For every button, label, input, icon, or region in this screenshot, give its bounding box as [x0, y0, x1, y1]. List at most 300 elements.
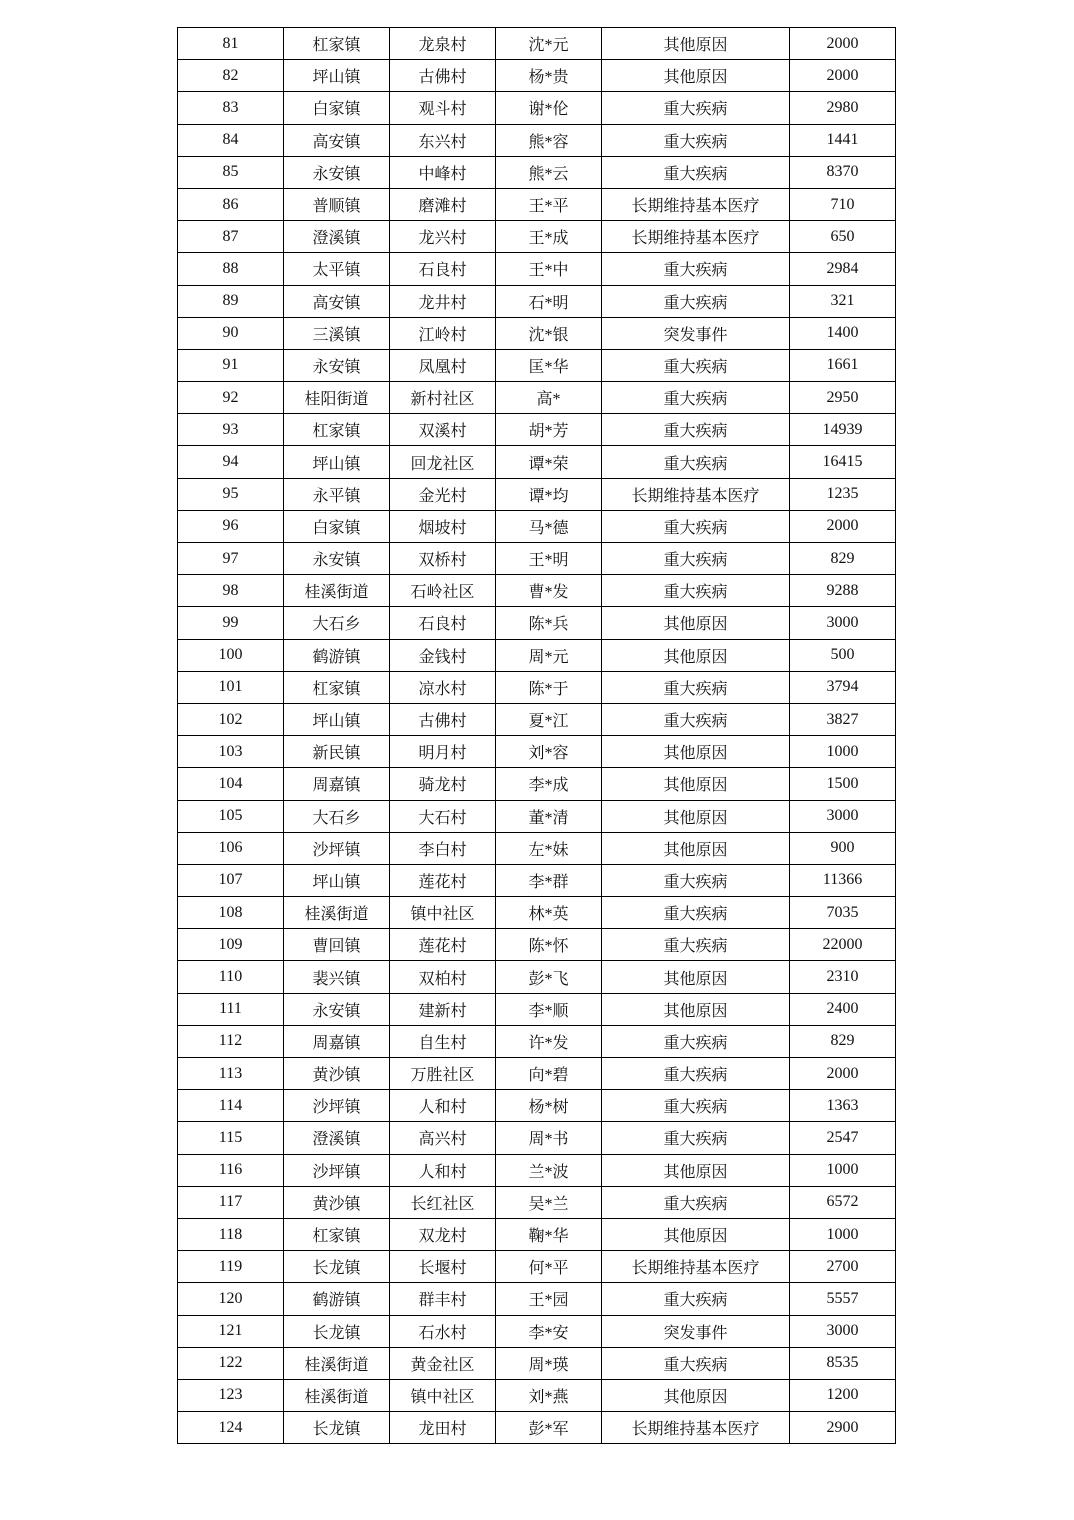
table-row	[178, 543, 896, 575]
index-cell: 120	[178, 1283, 284, 1315]
amount-cell: 3000	[790, 800, 896, 832]
index-cell: 90	[178, 317, 284, 349]
town-cell: 桂阳街道	[284, 382, 390, 414]
reason-cell: 其他原因	[602, 639, 790, 671]
name-cell: 刘*容	[496, 736, 602, 768]
reason-cell: 重大疾病	[602, 1025, 790, 1057]
name-cell: 王*园	[496, 1283, 602, 1315]
name-cell: 陈*兵	[496, 607, 602, 639]
name-cell: 李*群	[496, 864, 602, 896]
name-cell: 谢*伦	[496, 92, 602, 124]
name-cell: 王*中	[496, 253, 602, 285]
amount-cell: 1235	[790, 478, 896, 510]
index-cell: 98	[178, 575, 284, 607]
index-cell: 107	[178, 864, 284, 896]
reason-cell: 长期维持基本医疗	[602, 221, 790, 253]
village-cell: 明月村	[390, 736, 496, 768]
amount-cell: 2547	[790, 1122, 896, 1154]
reason-cell: 重大疾病	[602, 929, 790, 961]
table-row	[178, 639, 896, 671]
table-row	[178, 1251, 896, 1283]
table-row	[178, 929, 896, 961]
village-cell: 古佛村	[390, 703, 496, 735]
reason-cell: 重大疾病	[602, 124, 790, 156]
table-row	[178, 510, 896, 542]
table-row	[178, 60, 896, 92]
reason-cell: 重大疾病	[602, 382, 790, 414]
reason-cell: 其他原因	[602, 768, 790, 800]
table-row	[178, 382, 896, 414]
town-cell: 坪山镇	[284, 60, 390, 92]
town-cell: 裴兴镇	[284, 961, 390, 993]
index-cell: 92	[178, 382, 284, 414]
table-row	[178, 607, 896, 639]
town-cell: 永安镇	[284, 543, 390, 575]
town-cell: 沙坪镇	[284, 1154, 390, 1186]
village-cell: 石岭社区	[390, 575, 496, 607]
index-cell: 97	[178, 543, 284, 575]
village-cell: 李白村	[390, 832, 496, 864]
amount-cell: 1400	[790, 317, 896, 349]
amount-cell: 7035	[790, 897, 896, 929]
village-cell: 双龙村	[390, 1218, 496, 1250]
index-cell: 104	[178, 768, 284, 800]
amount-cell: 3000	[790, 607, 896, 639]
amount-cell: 6572	[790, 1186, 896, 1218]
table-row	[178, 768, 896, 800]
table-row	[178, 478, 896, 510]
index-cell: 111	[178, 993, 284, 1025]
reason-cell: 重大疾病	[602, 253, 790, 285]
reason-cell: 重大疾病	[602, 1122, 790, 1154]
reason-cell: 其他原因	[602, 1218, 790, 1250]
town-cell: 坪山镇	[284, 703, 390, 735]
name-cell: 匡*华	[496, 349, 602, 381]
amount-cell: 1500	[790, 768, 896, 800]
table-row	[178, 1412, 896, 1444]
town-cell: 杠家镇	[284, 1218, 390, 1250]
table-row	[178, 317, 896, 349]
amount-cell: 2000	[790, 1058, 896, 1090]
name-cell: 许*发	[496, 1025, 602, 1057]
village-cell: 群丰村	[390, 1283, 496, 1315]
index-cell: 85	[178, 156, 284, 188]
name-cell: 王*平	[496, 188, 602, 220]
town-cell: 白家镇	[284, 510, 390, 542]
name-cell: 夏*江	[496, 703, 602, 735]
name-cell: 左*妹	[496, 832, 602, 864]
index-cell: 105	[178, 800, 284, 832]
index-cell: 86	[178, 188, 284, 220]
index-cell: 83	[178, 92, 284, 124]
index-cell: 96	[178, 510, 284, 542]
amount-cell: 1200	[790, 1379, 896, 1411]
name-cell: 周*书	[496, 1122, 602, 1154]
table-row	[178, 703, 896, 735]
town-cell: 澄溪镇	[284, 221, 390, 253]
table-row	[178, 1025, 896, 1057]
amount-cell: 829	[790, 543, 896, 575]
table-row	[178, 993, 896, 1025]
village-cell: 人和村	[390, 1154, 496, 1186]
amount-cell: 8535	[790, 1347, 896, 1379]
amount-cell: 2000	[790, 510, 896, 542]
town-cell: 高安镇	[284, 285, 390, 317]
name-cell: 吴*兰	[496, 1186, 602, 1218]
name-cell: 杨*贵	[496, 60, 602, 92]
town-cell: 长龙镇	[284, 1412, 390, 1444]
town-cell: 白家镇	[284, 92, 390, 124]
name-cell: 高*	[496, 382, 602, 414]
amount-cell: 14939	[790, 414, 896, 446]
index-cell: 100	[178, 639, 284, 671]
index-cell: 103	[178, 736, 284, 768]
amount-cell: 650	[790, 221, 896, 253]
village-cell: 凤凰村	[390, 349, 496, 381]
index-cell: 84	[178, 124, 284, 156]
reason-cell: 突发事件	[602, 317, 790, 349]
amount-cell: 1000	[790, 736, 896, 768]
amount-cell: 710	[790, 188, 896, 220]
amount-cell: 2000	[790, 60, 896, 92]
village-cell: 回龙社区	[390, 446, 496, 478]
reason-cell: 重大疾病	[602, 446, 790, 478]
name-cell: 刘*燕	[496, 1379, 602, 1411]
town-cell: 长龙镇	[284, 1315, 390, 1347]
table-row	[178, 188, 896, 220]
town-cell: 曹回镇	[284, 929, 390, 961]
index-cell: 110	[178, 961, 284, 993]
index-cell: 118	[178, 1218, 284, 1250]
amount-cell: 1363	[790, 1090, 896, 1122]
amount-cell: 2984	[790, 253, 896, 285]
village-cell: 江岭村	[390, 317, 496, 349]
index-cell: 106	[178, 832, 284, 864]
reason-cell: 重大疾病	[602, 414, 790, 446]
reason-cell: 重大疾病	[602, 349, 790, 381]
reason-cell: 长期维持基本医疗	[602, 478, 790, 510]
name-cell: 谭*荣	[496, 446, 602, 478]
index-cell: 113	[178, 1058, 284, 1090]
village-cell: 中峰村	[390, 156, 496, 188]
table-row	[178, 349, 896, 381]
reason-cell: 重大疾病	[602, 671, 790, 703]
village-cell: 凉水村	[390, 671, 496, 703]
town-cell: 鹤游镇	[284, 639, 390, 671]
town-cell: 澄溪镇	[284, 1122, 390, 1154]
village-cell: 金光村	[390, 478, 496, 510]
amount-cell: 2310	[790, 961, 896, 993]
table-row	[178, 832, 896, 864]
reason-cell: 重大疾病	[602, 864, 790, 896]
index-cell: 112	[178, 1025, 284, 1057]
index-cell: 114	[178, 1090, 284, 1122]
name-cell: 董*清	[496, 800, 602, 832]
village-cell: 黄金社区	[390, 1347, 496, 1379]
amount-cell: 1000	[790, 1154, 896, 1186]
reason-cell: 突发事件	[602, 1315, 790, 1347]
reason-cell: 其他原因	[602, 832, 790, 864]
reason-cell: 重大疾病	[602, 1058, 790, 1090]
town-cell: 桂溪街道	[284, 575, 390, 607]
reason-cell: 其他原因	[602, 60, 790, 92]
village-cell: 骑龙村	[390, 768, 496, 800]
reason-cell: 重大疾病	[602, 543, 790, 575]
table-row	[178, 575, 896, 607]
amount-cell: 3000	[790, 1315, 896, 1347]
town-cell: 大石乡	[284, 800, 390, 832]
amount-cell: 900	[790, 832, 896, 864]
village-cell: 新村社区	[390, 382, 496, 414]
village-cell: 镇中社区	[390, 897, 496, 929]
amount-cell: 11366	[790, 864, 896, 896]
reason-cell: 长期维持基本医疗	[602, 188, 790, 220]
town-cell: 桂溪街道	[284, 897, 390, 929]
reason-cell: 重大疾病	[602, 1347, 790, 1379]
name-cell: 鞠*华	[496, 1218, 602, 1250]
village-cell: 石良村	[390, 253, 496, 285]
amount-cell: 8370	[790, 156, 896, 188]
town-cell: 新民镇	[284, 736, 390, 768]
town-cell: 永安镇	[284, 993, 390, 1025]
index-cell: 94	[178, 446, 284, 478]
name-cell: 李*顺	[496, 993, 602, 1025]
table-row	[178, 253, 896, 285]
name-cell: 谭*均	[496, 478, 602, 510]
index-cell: 95	[178, 478, 284, 510]
amount-cell: 3827	[790, 703, 896, 735]
table-row	[178, 1347, 896, 1379]
reason-cell: 其他原因	[602, 1379, 790, 1411]
name-cell: 杨*树	[496, 1090, 602, 1122]
town-cell: 桂溪街道	[284, 1379, 390, 1411]
village-cell: 莲花村	[390, 929, 496, 961]
reason-cell: 重大疾病	[602, 575, 790, 607]
town-cell: 长龙镇	[284, 1251, 390, 1283]
name-cell: 周*瑛	[496, 1347, 602, 1379]
village-cell: 双柏村	[390, 961, 496, 993]
village-cell: 人和村	[390, 1090, 496, 1122]
index-cell: 124	[178, 1412, 284, 1444]
town-cell: 周嘉镇	[284, 768, 390, 800]
name-cell: 熊*容	[496, 124, 602, 156]
name-cell: 熊*云	[496, 156, 602, 188]
name-cell: 王*成	[496, 221, 602, 253]
reason-cell: 长期维持基本医疗	[602, 1412, 790, 1444]
table-row	[178, 124, 896, 156]
index-cell: 99	[178, 607, 284, 639]
index-cell: 93	[178, 414, 284, 446]
index-cell: 121	[178, 1315, 284, 1347]
village-cell: 高兴村	[390, 1122, 496, 1154]
town-cell: 永安镇	[284, 156, 390, 188]
village-cell: 东兴村	[390, 124, 496, 156]
amount-cell: 2400	[790, 993, 896, 1025]
amount-cell: 3794	[790, 671, 896, 703]
name-cell: 向*碧	[496, 1058, 602, 1090]
town-cell: 桂溪街道	[284, 1347, 390, 1379]
town-cell: 沙坪镇	[284, 1090, 390, 1122]
table-body	[178, 28, 896, 1444]
reason-cell: 其他原因	[602, 607, 790, 639]
name-cell: 周*元	[496, 639, 602, 671]
village-cell: 古佛村	[390, 60, 496, 92]
town-cell: 坪山镇	[284, 864, 390, 896]
table-row	[178, 1283, 896, 1315]
village-cell: 龙井村	[390, 285, 496, 317]
amount-cell: 829	[790, 1025, 896, 1057]
village-cell: 金钱村	[390, 639, 496, 671]
table-row	[178, 92, 896, 124]
town-cell: 黄沙镇	[284, 1186, 390, 1218]
reason-cell: 其他原因	[602, 993, 790, 1025]
table-row	[178, 736, 896, 768]
reason-cell: 重大疾病	[602, 285, 790, 317]
table-row	[178, 1218, 896, 1250]
village-cell: 双桥村	[390, 543, 496, 575]
table-row	[178, 1122, 896, 1154]
town-cell: 坪山镇	[284, 446, 390, 478]
village-cell: 石良村	[390, 607, 496, 639]
name-cell: 彭*飞	[496, 961, 602, 993]
table-row	[178, 285, 896, 317]
table-row	[178, 1090, 896, 1122]
table-row	[178, 221, 896, 253]
town-cell: 永平镇	[284, 478, 390, 510]
index-cell: 119	[178, 1251, 284, 1283]
index-cell: 82	[178, 60, 284, 92]
table-row	[178, 1315, 896, 1347]
index-cell: 102	[178, 703, 284, 735]
amount-cell: 1000	[790, 1218, 896, 1250]
name-cell: 陈*怀	[496, 929, 602, 961]
table-row	[178, 1154, 896, 1186]
amount-cell: 321	[790, 285, 896, 317]
index-cell: 123	[178, 1379, 284, 1411]
reason-cell: 重大疾病	[602, 92, 790, 124]
reason-cell: 重大疾病	[602, 156, 790, 188]
amount-cell: 2950	[790, 382, 896, 414]
table-row	[178, 864, 896, 896]
table-row	[178, 156, 896, 188]
name-cell: 何*平	[496, 1251, 602, 1283]
village-cell: 长红社区	[390, 1186, 496, 1218]
village-cell: 磨滩村	[390, 188, 496, 220]
village-cell: 镇中社区	[390, 1379, 496, 1411]
town-cell: 黄沙镇	[284, 1058, 390, 1090]
table-row	[178, 1058, 896, 1090]
town-cell: 杠家镇	[284, 28, 390, 60]
village-cell: 石水村	[390, 1315, 496, 1347]
table-row	[178, 414, 896, 446]
reason-cell: 重大疾病	[602, 510, 790, 542]
reason-cell: 其他原因	[602, 800, 790, 832]
town-cell: 高安镇	[284, 124, 390, 156]
index-cell: 116	[178, 1154, 284, 1186]
table-row	[178, 446, 896, 478]
table-row	[178, 1379, 896, 1411]
table-row	[178, 671, 896, 703]
index-cell: 101	[178, 671, 284, 703]
amount-cell: 2980	[790, 92, 896, 124]
amount-cell: 16415	[790, 446, 896, 478]
reason-cell: 其他原因	[602, 961, 790, 993]
index-cell: 122	[178, 1347, 284, 1379]
town-cell: 杠家镇	[284, 671, 390, 703]
reason-cell: 其他原因	[602, 28, 790, 60]
town-cell: 沙坪镇	[284, 832, 390, 864]
name-cell: 曹*发	[496, 575, 602, 607]
village-cell: 龙泉村	[390, 28, 496, 60]
town-cell: 三溪镇	[284, 317, 390, 349]
reason-cell: 重大疾病	[602, 1090, 790, 1122]
village-cell: 烟坡村	[390, 510, 496, 542]
reason-cell: 重大疾病	[602, 897, 790, 929]
village-cell: 龙兴村	[390, 221, 496, 253]
index-cell: 88	[178, 253, 284, 285]
town-cell: 鹤游镇	[284, 1283, 390, 1315]
name-cell: 李*安	[496, 1315, 602, 1347]
index-cell: 117	[178, 1186, 284, 1218]
town-cell: 周嘉镇	[284, 1025, 390, 1057]
table-row	[178, 897, 896, 929]
table-row	[178, 28, 896, 60]
index-cell: 108	[178, 897, 284, 929]
index-cell: 89	[178, 285, 284, 317]
reason-cell: 其他原因	[602, 1154, 790, 1186]
name-cell: 马*德	[496, 510, 602, 542]
amount-cell: 1441	[790, 124, 896, 156]
table-row	[178, 800, 896, 832]
town-cell: 普顺镇	[284, 188, 390, 220]
index-cell: 81	[178, 28, 284, 60]
table-row	[178, 1186, 896, 1218]
amount-cell: 1661	[790, 349, 896, 381]
name-cell: 胡*芳	[496, 414, 602, 446]
village-cell: 自生村	[390, 1025, 496, 1057]
reason-cell: 其他原因	[602, 736, 790, 768]
village-cell: 万胜社区	[390, 1058, 496, 1090]
name-cell: 彭*军	[496, 1412, 602, 1444]
amount-cell: 2900	[790, 1412, 896, 1444]
index-cell: 109	[178, 929, 284, 961]
reason-cell: 长期维持基本医疗	[602, 1251, 790, 1283]
town-cell: 永安镇	[284, 349, 390, 381]
amount-cell: 9288	[790, 575, 896, 607]
village-cell: 大石村	[390, 800, 496, 832]
amount-cell: 2000	[790, 28, 896, 60]
village-cell: 莲花村	[390, 864, 496, 896]
village-cell: 双溪村	[390, 414, 496, 446]
index-cell: 91	[178, 349, 284, 381]
name-cell: 沈*元	[496, 28, 602, 60]
name-cell: 林*英	[496, 897, 602, 929]
name-cell: 陈*于	[496, 671, 602, 703]
name-cell: 兰*波	[496, 1154, 602, 1186]
amount-cell: 2700	[790, 1251, 896, 1283]
amount-cell: 5557	[790, 1283, 896, 1315]
name-cell: 李*成	[496, 768, 602, 800]
reason-cell: 重大疾病	[602, 1186, 790, 1218]
name-cell: 沈*银	[496, 317, 602, 349]
index-cell: 115	[178, 1122, 284, 1154]
village-cell: 龙田村	[390, 1412, 496, 1444]
reason-cell: 重大疾病	[602, 703, 790, 735]
reason-cell: 重大疾病	[602, 1283, 790, 1315]
village-cell: 长堰村	[390, 1251, 496, 1283]
assistance-table	[177, 27, 896, 1444]
town-cell: 杠家镇	[284, 414, 390, 446]
